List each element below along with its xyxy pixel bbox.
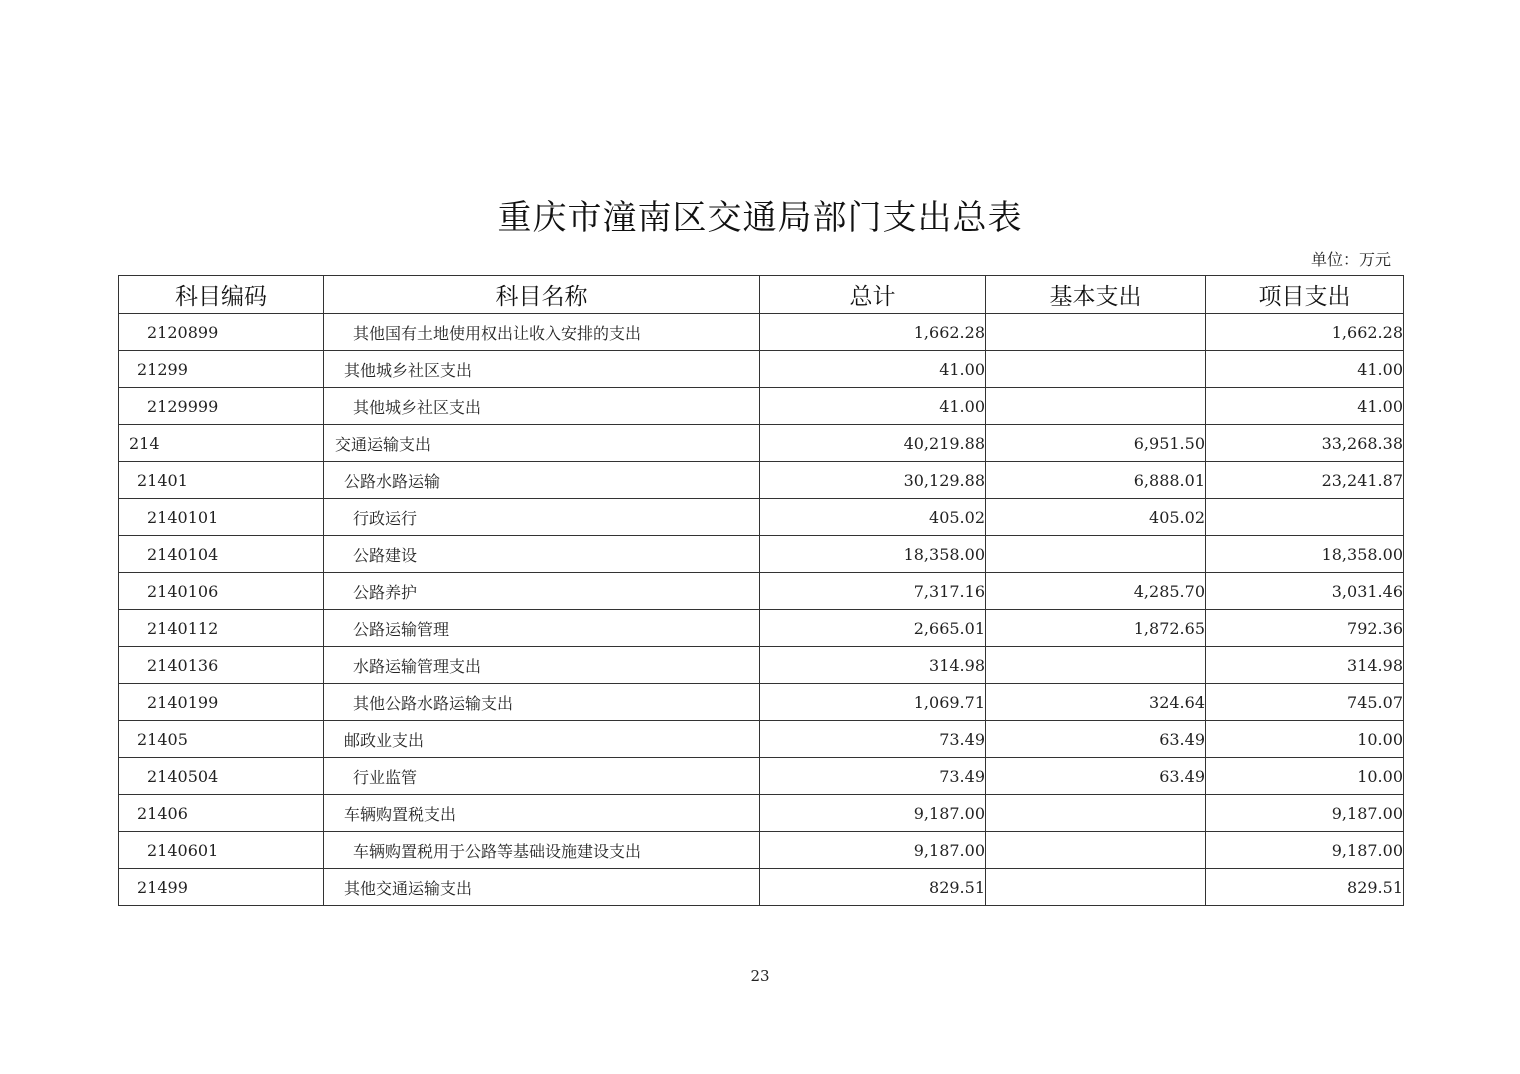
row-total: 73.49 [760,758,986,795]
row-basic: 1,872.65 [986,610,1206,647]
row-code: 214 [119,425,324,462]
row-project: 9,187.00 [1206,795,1404,832]
row-project: 792.36 [1206,610,1404,647]
row-total: 73.49 [760,721,986,758]
row-basic [986,869,1206,906]
row-name: 公路养护 [324,573,760,610]
row-name: 其他国有土地使用权出让收入安排的支出 [324,314,760,351]
row-basic [986,351,1206,388]
row-basic: 405.02 [986,499,1206,536]
table-header-row [119,276,1404,314]
row-basic: 63.49 [986,758,1206,795]
row-project: 1,662.28 [1206,314,1404,351]
row-project: 33,268.38 [1206,425,1404,462]
row-project: 314.98 [1206,647,1404,684]
table-row [119,314,1404,351]
row-code: 2129999 [119,388,324,425]
row-basic [986,795,1206,832]
table-row [119,388,1404,425]
row-code: 2140112 [119,610,324,647]
row-basic [986,388,1206,425]
row-basic: 6,888.01 [986,462,1206,499]
row-name: 其他城乡社区支出 [324,351,760,388]
table-row [119,684,1404,721]
row-code: 2140136 [119,647,324,684]
row-project: 41.00 [1206,388,1404,425]
table-row [119,499,1404,536]
row-code: 2140106 [119,573,324,610]
row-total: 41.00 [760,351,986,388]
table-row [119,832,1404,869]
row-code: 2120899 [119,314,324,351]
row-total: 405.02 [760,499,986,536]
table-row [119,573,1404,610]
table-row [119,758,1404,795]
row-basic [986,832,1206,869]
row-name: 行业监管 [324,758,760,795]
row-total: 7,317.16 [760,573,986,610]
row-total: 1,069.71 [760,684,986,721]
page-title: 重庆市潼南区交通局部门支出总表 [497,198,1023,238]
row-name: 其他公路水路运输支出 [324,684,760,721]
row-total: 40,219.88 [760,425,986,462]
row-basic: 6,951.50 [986,425,1206,462]
table-row [119,536,1404,573]
row-name: 邮政业支出 [324,721,760,758]
row-code: 2140504 [119,758,324,795]
row-name: 车辆购置税支出 [324,795,760,832]
table-row [119,610,1404,647]
row-total: 1,662.28 [760,314,986,351]
header-total: 总计 [760,276,986,314]
row-total: 2,665.01 [760,610,986,647]
header-code: 科目编码 [119,276,324,314]
row-total: 41.00 [760,388,986,425]
row-total: 829.51 [760,869,986,906]
row-basic [986,314,1206,351]
row-name: 车辆购置税用于公路等基础设施建设支出 [324,832,760,869]
expenditure-table [118,275,1404,906]
row-basic [986,647,1206,684]
row-project: 23,241.87 [1206,462,1404,499]
row-name: 公路建设 [324,536,760,573]
row-code: 21499 [119,869,324,906]
unit-label: 单位：万元 [1310,250,1391,269]
row-name: 公路水路运输 [324,462,760,499]
row-project: 3,031.46 [1206,573,1404,610]
row-project: 41.00 [1206,351,1404,388]
row-basic: 324.64 [986,684,1206,721]
row-basic: 63.49 [986,721,1206,758]
row-project [1206,499,1404,536]
row-project: 9,187.00 [1206,832,1404,869]
table-row [119,869,1404,906]
page-number: 23 [750,967,770,985]
header-project: 项目支出 [1206,276,1404,314]
row-project: 745.07 [1206,684,1404,721]
row-project: 829.51 [1206,869,1404,906]
row-name: 水路运输管理支出 [324,647,760,684]
table-row [119,351,1404,388]
row-code: 2140601 [119,832,324,869]
header-name: 科目名称 [324,276,760,314]
row-name: 行政运行 [324,499,760,536]
table-row [119,425,1404,462]
row-name: 其他城乡社区支出 [324,388,760,425]
row-name: 公路运输管理 [324,610,760,647]
row-code: 2140104 [119,536,324,573]
row-code: 21406 [119,795,324,832]
row-basic [986,536,1206,573]
row-total: 9,187.00 [760,795,986,832]
row-code: 2140199 [119,684,324,721]
table-row [119,647,1404,684]
table-body [119,314,1404,906]
row-code: 21401 [119,462,324,499]
row-total: 18,358.00 [760,536,986,573]
row-project: 18,358.00 [1206,536,1404,573]
row-code: 21405 [119,721,324,758]
row-total: 9,187.00 [760,832,986,869]
table-row [119,462,1404,499]
row-project: 10.00 [1206,758,1404,795]
header-basic: 基本支出 [986,276,1206,314]
table-row [119,721,1404,758]
row-project: 10.00 [1206,721,1404,758]
row-name: 交通运输支出 [324,425,760,462]
row-total: 314.98 [760,647,986,684]
row-basic: 4,285.70 [986,573,1206,610]
table-row [119,795,1404,832]
row-name: 其他交通运输支出 [324,869,760,906]
row-code: 2140101 [119,499,324,536]
row-total: 30,129.88 [760,462,986,499]
row-code: 21299 [119,351,324,388]
